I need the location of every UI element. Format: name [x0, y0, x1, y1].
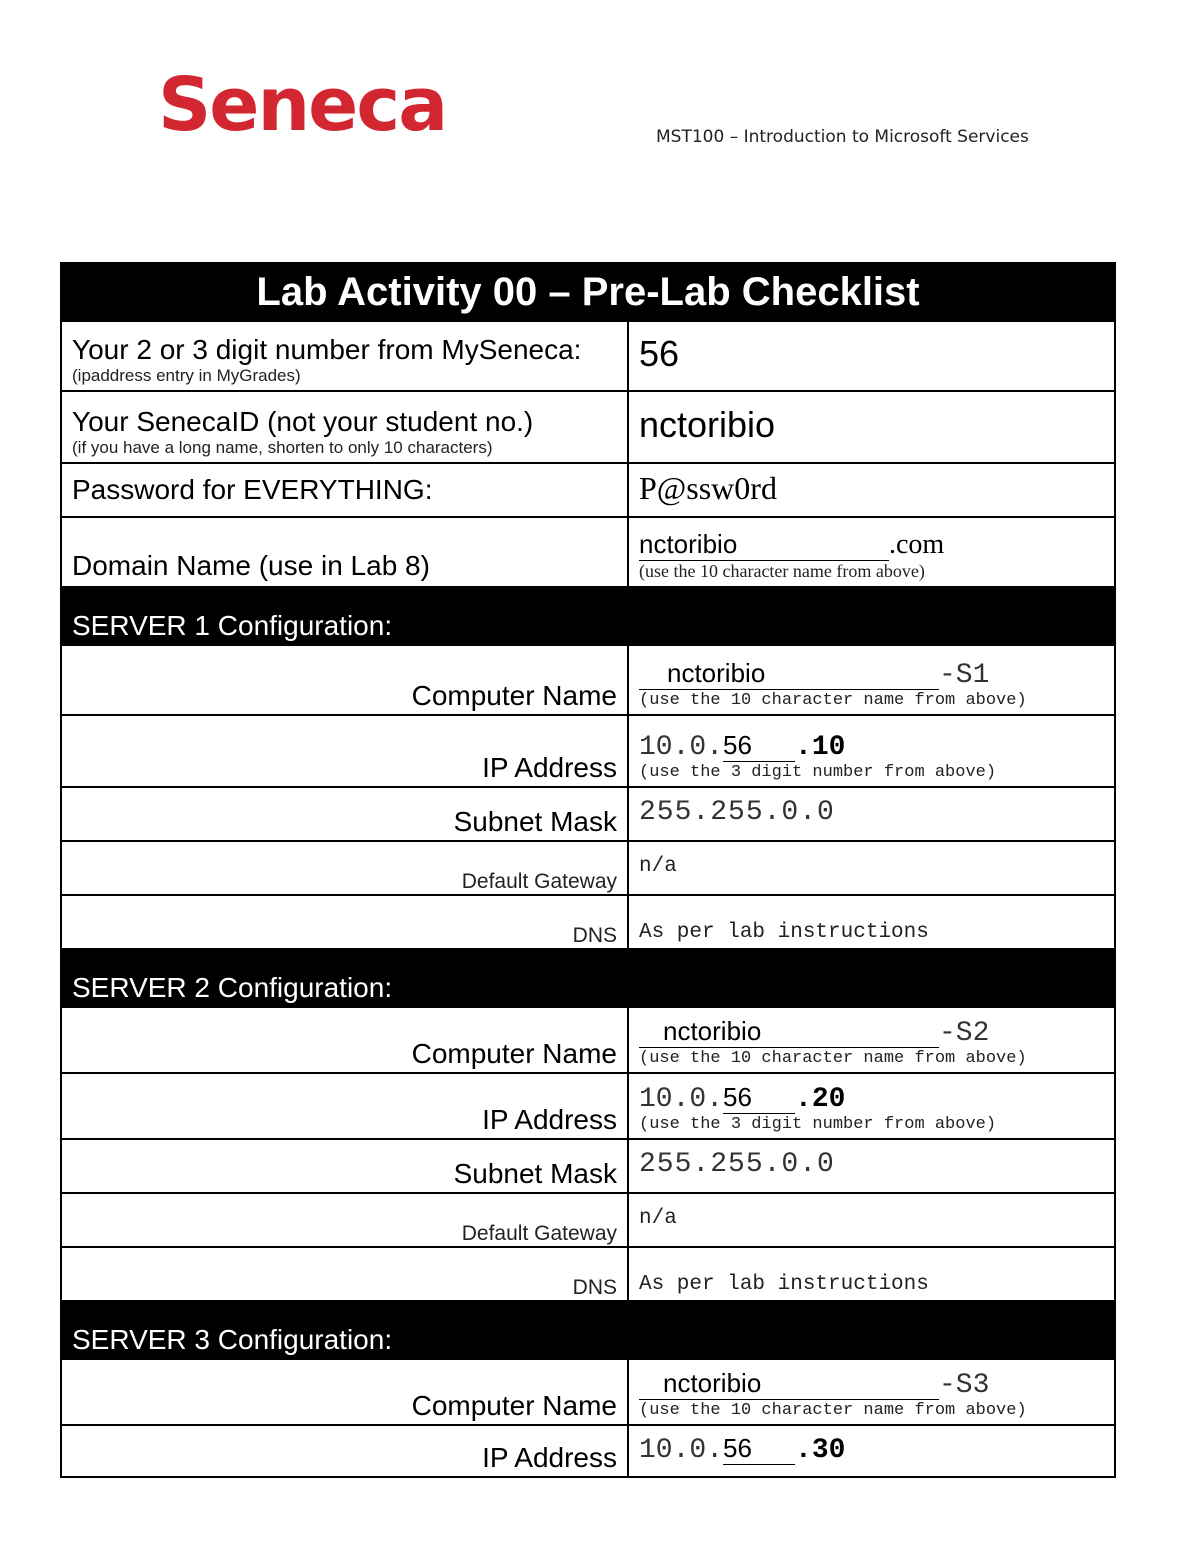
- senecaid-label-cell: [61, 391, 628, 463]
- server1-computer-name-cell: [628, 645, 1115, 715]
- number-label: Your 2 or 3 digit number from MySeneca:: [72, 333, 582, 365]
- server2-name-hint: (use the 10 character name from above): [639, 1049, 1027, 1068]
- server3-ip-suffix: .30: [795, 1434, 846, 1466]
- server2-ip-prefix: 10.0.: [639, 1084, 724, 1115]
- server2-ip-label: IP Address: [61, 1073, 628, 1139]
- server2-subnet-label: Subnet Mask: [61, 1139, 628, 1193]
- server2-gateway-label: Default Gateway: [61, 1193, 628, 1247]
- server2-dns-label: DNS: [61, 1247, 628, 1301]
- server3-ip-cell: [628, 1425, 1115, 1477]
- server3-computer-name-input[interactable]: nctoribio: [639, 1368, 939, 1400]
- server2-ip-cell: [628, 1073, 1115, 1139]
- checklist-table: [60, 262, 1116, 1478]
- server1-computer-name-label: Computer Name: [61, 645, 628, 715]
- server2-ip-suffix: .20: [795, 1084, 846, 1115]
- server1-ip-cell: [628, 715, 1115, 787]
- domain-name-input[interactable]: nctoribio: [639, 529, 889, 561]
- server2-subnet-value[interactable]: 255.255.0.0: [628, 1139, 1115, 1193]
- server3-ip-prefix: 10.0.: [639, 1434, 724, 1466]
- server1-name-hint: (use the 10 character name from above): [639, 691, 1027, 710]
- server1-ip-label: IP Address: [61, 715, 628, 787]
- server1-subnet-value[interactable]: 255.255.0.0: [628, 787, 1115, 841]
- senecaid-label: Your SenecaID (not your student no.): [72, 405, 534, 437]
- server2-name-suffix: -S2: [939, 1018, 990, 1049]
- domain-cell: [628, 517, 1115, 587]
- number-sublabel: (ipaddress entry in MyGrades): [72, 365, 301, 385]
- server3-heading: SERVER 3 Configuration:: [61, 1301, 1115, 1359]
- server1-subnet-label: Subnet Mask: [61, 787, 628, 841]
- server1-computer-name-input[interactable]: nctoribio: [639, 658, 939, 690]
- server1-gateway-label: Default Gateway: [61, 841, 628, 895]
- server2-heading: SERVER 2 Configuration:: [61, 949, 1115, 1007]
- server2-computer-name-label: Computer Name: [61, 1007, 628, 1073]
- senecaid-sublabel: (if you have a long name, shorten to only 10 characters): [72, 437, 493, 457]
- server1-name-suffix: -S1: [939, 660, 990, 691]
- server2-ip-hint: (use the 3 digit number from above): [639, 1115, 997, 1134]
- server2-gateway-value[interactable]: n/a: [628, 1193, 1115, 1247]
- server1-dns-value[interactable]: As per lab instructions: [628, 895, 1115, 949]
- domain-suffix: .com: [889, 529, 945, 560]
- server3-ip-octet-input[interactable]: 56: [723, 1433, 795, 1465]
- password-value[interactable]: P@ssw0rd: [628, 463, 1115, 517]
- server1-heading: SERVER 1 Configuration:: [61, 587, 1115, 645]
- server1-ip-hint: (use the 3 digit number from above): [639, 763, 997, 782]
- server2-computer-name-input[interactable]: nctoribio: [639, 1016, 939, 1048]
- server3-computer-name-label: Computer Name: [61, 1359, 628, 1425]
- server3-ip-label: IP Address: [61, 1425, 628, 1477]
- form-title: Lab Activity 00 – Pre-Lab Checklist: [61, 263, 1115, 321]
- number-value[interactable]: 56: [628, 321, 1115, 391]
- senecaid-value[interactable]: nctoribio: [628, 391, 1115, 463]
- server1-ip-prefix: 10.0.: [639, 732, 724, 763]
- server1-gateway-value[interactable]: n/a: [628, 841, 1115, 895]
- server1-dns-label: DNS: [61, 895, 628, 949]
- password-label: Password for EVERYTHING:: [61, 463, 628, 517]
- server3-name-suffix: -S3: [939, 1370, 990, 1401]
- server2-ip-octet-input[interactable]: 56: [723, 1082, 795, 1114]
- server2-dns-value[interactable]: As per lab instructions: [628, 1247, 1115, 1301]
- domain-hint: (use the 10 character name from above): [639, 561, 925, 581]
- server2-computer-name-cell: [628, 1007, 1115, 1073]
- server3-name-hint: (use the 10 character name from above): [639, 1401, 1027, 1420]
- server3-computer-name-cell: [628, 1359, 1115, 1425]
- domain-label: Domain Name (use in Lab 8): [61, 517, 628, 587]
- server1-ip-octet-input[interactable]: 56: [723, 730, 795, 762]
- server1-ip-suffix: .10: [795, 732, 846, 763]
- number-label-cell: [61, 321, 628, 391]
- course-title: MST100 – Introduction to Microsoft Services: [656, 127, 1029, 147]
- seneca-logo: Seneca: [158, 62, 447, 148]
